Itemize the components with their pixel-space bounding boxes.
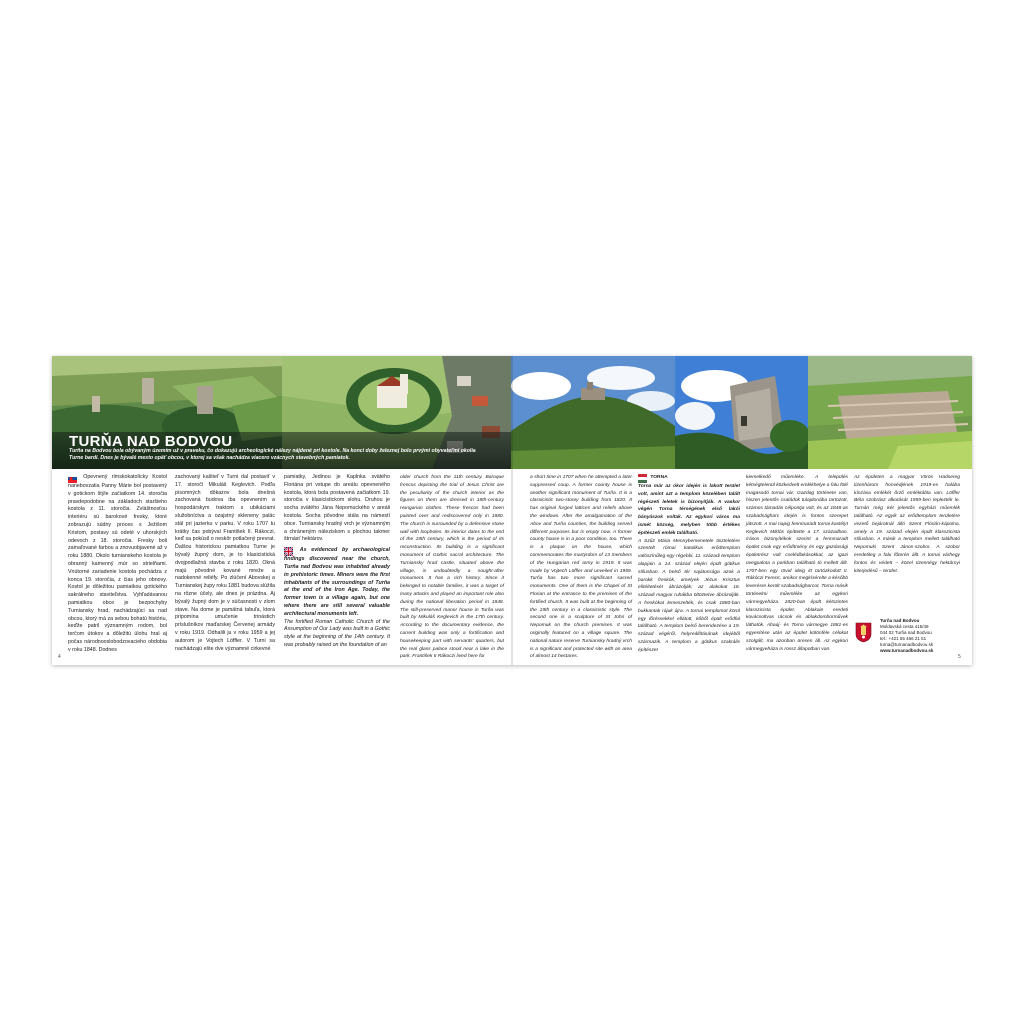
right-col-2-body: A Szűz Mária Mennybemenetele tiszteletére szentelt római katolikus erődtemplom valószínűleg egy régebbi, 11. századi templom alapjain a 14. század elején épült gótikus stílusban. A belső tér sajátossága azok a barokk freskók, amelyek Jézus Krisztus elítéltetését ábrázolják; az alakokat 18. századi magyar ruhákba öltöztetve ábrázolják. A freskókat lemeszelték, és csak 1880-ban bukkantak rájuk újra. A tornai templomot körül egy lőréssekkel ellátott, kőből épült erődfal található. A templom belső berendezése a 19. század végéről, helyreállításának idejéből származik. A templom a gótikus szakrális építészet bbox=[638, 538, 740, 653]
left-col-3-body: The fortified Roman Catholic Church of the Assumption of Our Lady was built in a Gothic style at the beginning of the 14th century. It was probably raised on the foundation of an bbox=[284, 618, 390, 648]
left-col-3-top: pamiatky, Jedinou je Kaplnka svätého Floriána pri vstupe do areálu opevneného kostola, ktorá bola postavená začiatkom 19. storočia v klasicistickom slohu. Druhou je socha svätého Jána Nepomuckého v areáli kostola. Socha pôvodne stála na námestí obce. Turniansky hradný vrch je významným a chráneným náleziskom s plochou takmer štrnásť hektárov. bbox=[284, 474, 390, 543]
left-col-4 bbox=[400, 474, 504, 660]
left-col-1 bbox=[68, 474, 167, 654]
contact-name: Turňa nad Bodvou bbox=[880, 618, 920, 623]
photo-village-aerial bbox=[808, 356, 972, 469]
uk-flag-icon bbox=[284, 547, 293, 556]
left-col-3-lead: As evidenced by archaeological findings discovered near the church, Turňa nad Bodvou was inhabited already in prehistoric times. Miners were the first inhabitants of the surroundings of Turňa at the end of the Iron Age. Today, the former town is a village again, but one where there are still several valuable architectural monuments left. bbox=[284, 547, 390, 617]
contact-city: 044 02 Turňa nad Bodvou bbox=[880, 630, 932, 635]
right-col-4 bbox=[854, 474, 960, 574]
intro-text: Turňa na Bodvou bola obývaným územím už v praveku, čo dokazujú archeologické nálezy nájdené pri kostole. Na konci doby železnej bolo prvými obyvateľmi okolia Turne bardí. Dnes je bývalé mesto opäť obcou, v ktorej sa však nachádza viacero vzácnych stavebných pamiatok. bbox=[69, 448, 476, 462]
photo-tower-ruin bbox=[675, 356, 808, 469]
right-page-number: 5 bbox=[958, 654, 961, 660]
page-title: TURŇA NAD BODVOU bbox=[69, 433, 233, 450]
right-col-3-text: kiemelkedő műemléke. A település kétségtelenül közkedvelt emlékhelye a falu fölé magasodó tornai vár. Gazdag története van, hiszen jelentős családok tulajdonába tartozott, számos támadás célpontja volt, és az 1848-as szabadságharc idején is fontos szerepet játszott. A mai napig fennmaradt tornai kastélyt Keglevich Miklós építtette a 17. században. Írásos bizonyítékok szerint a fennmaradt épület csak egy erődítmény és egy gazdasági épületrész volt cselédlakásokkal, az igazi üvegpalota a parkban található tó mellett állt. 1707-ben egy rövid ideig itt tartózkodott II. Rákóczi Ferenc, amikor megkísérelte a később leverésre került szabadságharcot. Torna másik történelmi műemléke az egykori vármegyeháza. 1820-ban épült kétszintes klasszicista épület. Ablakain eredeti kovácsoltvas rácsok és ablakdomborművek láthatók. Abaúj- és Torna vármegye 1881-es egyesítése után az épület különféle célokat szolgált, ma azonban üresen áll. Az egykori vármegyeháza is rossz állapotban van. bbox=[746, 475, 848, 652]
slovak-flag-icon bbox=[68, 474, 77, 483]
right-col-2-heading: TORNA bbox=[650, 475, 668, 480]
left-col-1-text: Opevnený rímskokatolícky Kostol nanebovzatia Panny Márie bol postavený v gotickom štýle začiatkom 14. storočia pravdepodobne na základoch staršieho kostola z 11. storočia. Zvláštnosťou interiéru sú barokové fresky, ktoré zobrazujú súdny proces s Ježišom Kristom, postavy sú odeté v uhorských odevoch z 18. storočia. Fresky boli zamaľované farbou a znovuobjavené až v roku 1880. Okolo turnianskeho kostola je obranný kamenný múr so strielňami. Vnútorné zariadenie kostola pochádza z konca 19. storočia, z čias jeho obnovy. Kostol je dôležitou pamiatkou gotického sakrálneho staviteľstva. Vyhľadávanou pamiatkou obce je bezpochyby Turniansky hrad, nachádzajúci sa nad obcou, ktorý má za sebou bohatú históriu, keďže patril významným rodom, bol terčom útokov a dôležitú úlohu hral aj počas národnooslobodzovacieho obdobia v roku 1848. Dodnes bbox=[68, 474, 167, 653]
contact-web[interactable]: www.turnanadbodvou.sk bbox=[880, 648, 934, 653]
brochure-spread bbox=[52, 356, 972, 665]
contact-email[interactable]: turna@turnanadbodvou.sk bbox=[880, 642, 934, 647]
photo-castle-hill bbox=[511, 356, 675, 469]
contact-phone: tel.: +421 55 466 21 51 bbox=[880, 636, 927, 641]
right-col-4-text: Az épületen a magyar Vörös Hadsereg tizenhárom honvédjének 1919-es halálra kínzása emlékét őrző emléktábla van. Löffler Béla szobrász alkotását 1959-ben leplezték le. Turnán még két jelentős egyházi műemlék található. Az egyik az erődtemplom területére vezető bejáratnál álló Szent Flórián-kápolna, amely a 19. század elején épült klasszicista stílusban. A másik a templom mellett található Nepomuki Szent János-szobor. A szobor eredetileg a falu főterén állt. A tornai várhegy fontos és védett – közel tizennégy hektárnyi kiterjedésű – terület. bbox=[854, 475, 960, 574]
spine-fold bbox=[511, 356, 513, 665]
left-page-number: 4 bbox=[58, 654, 61, 660]
coat-of-arms-icon bbox=[855, 622, 872, 643]
right-col-1 bbox=[530, 474, 632, 660]
left-col-2-text: zachovaný kaštieľ v Turni dal postaviť v 17. storočí Mikuláš Keglevich. Podľa písomných dôkazov bola dnešná zachovaná budova iba opevnením a hospodárskym traktom s ubikáciami služobníctva a ozajstný skleneny palác stál pri jazierku v parku. V roku 1707 tu krátky čas pobýval František II. Rákoczi, keď sa pokúsil o neskôr potlačený prevrat. Ďalšou historickou pamiatkou Turne je bývalý župný dom, je to klasicistická dvojpodlažná stavba z roku 1820. Okná majú pôvodné kované mreže a nadokenné reliéfy. Po zlúčení Abovskej a Turnianskej župy roku 1881 budova slúžila na rôzne účely, ale dnes je prázdna. Aj bývalý župný dom je v súčasnosti v zlom stave. Na dome je pamätná tabuľa, ktorá pripomína umučenie trinástich príslušníkov maďarskej Červenej armády v roku 1919. Odhalili ju v roku 1959 a jej autorom je Vojtech Löffler. V Turni sa nachádzajú ešte dve významné cirkevné bbox=[175, 474, 275, 652]
contact-street: Moldavská cesta 415/49 bbox=[880, 624, 929, 629]
contact-block bbox=[880, 618, 933, 654]
right-col-2-lead: Torna már az ókor idején is lakott terület volt, amint azt a templom közelében talált régészeti leletek is bizonyítják. A vaskor végén Torna térségének első lakói bányászok voltak. Az egykori város ma ismét község, melyben több értékes építészeti emlék található. bbox=[638, 484, 740, 536]
right-col-3 bbox=[746, 474, 848, 654]
left-col-3 bbox=[284, 474, 390, 654]
left-col-4-text: older church from the 11th century. Baroque frescos depicting the trial of Jesus Christ are the peculiarity of the church interior as the figures on them are dressed in 18th-century Hungarian clothes. These frescos had been painted over and rediscovered only in 1880. The church is surrounded by a defensive stone wall with loopholes. Its interior dates to the end of the 19th century, which is the period of its reconstruction. Its building is a significant monument of Gothic sacral architecture. The Turniansky hrad castle, situated above the village, is undoubtedly a sought-after monument. It has a rich history. Since it belonged to notable families, it was a target of many attacks and played an important role also during the national liberation period in 1848. The still-preserved manor house in Turňa was built by Mikuláš Keglevich in the 17th century. According to the documentary evidence, the current building was only a fortification and housekeeping part with servants' quarters, but the real glass palace stood near a lake in the park. František II Rákoczi lived here for bbox=[400, 475, 504, 660]
right-col-1-text: a short time in 1707 when he attempted a later suppressed coup. A former county house is another significant monument of Turňa. It is a classicistic two-storey building from 1820. It has original forged lattices and reliefs above the windows. After the amalgamation of the Abov and Turňa counties, the building served different purposes but is empty now. A former county house is in a poor condition, too. There is a plaque on the house, which commemorates the martyrdom of 13 members of the Hungarian red army in 1919. It was made by Vojtech Löffler and unveiled in 1959. Turňa has two more significant sacred monuments. One of them is the Chapel of St Florian at the entrance to the premises of the fortified church. It was built at the beginning of the 19th century in a classicistic style. The second one is a sculpture of St John of Nepomuk on the church premises. It was originally featured on a village square. The national nature reserve Turniansky hradný vrch is a significant and protected site with an area of almost 14 hectares. bbox=[530, 475, 632, 660]
right-col-2 bbox=[638, 474, 740, 654]
hungarian-flag-icon bbox=[638, 474, 647, 483]
left-col-2 bbox=[175, 474, 275, 654]
